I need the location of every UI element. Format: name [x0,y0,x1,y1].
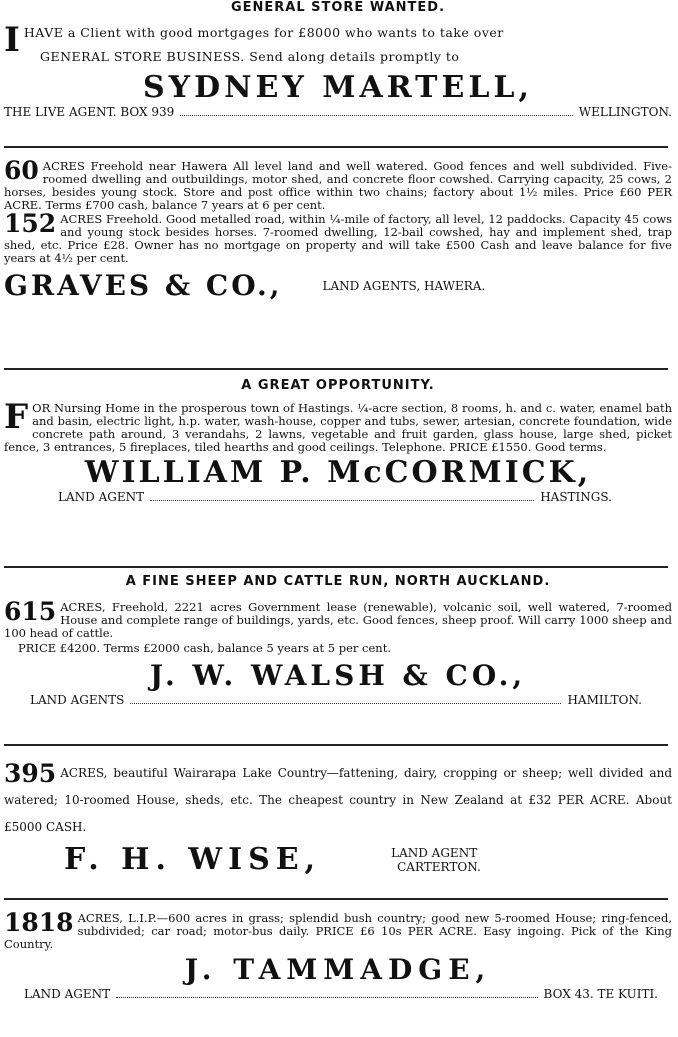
acreage-number: 60 [4,156,39,185]
ad-walsh [4,574,672,707]
ad-text: ACRES, L.I.P.—600 acres in grass; splendid bush country; good new 5-roomed House; ring-fenced, subdivided; car road; motor-bus daily. PRICE £6 10s PER ACRE. Easy ingoing. Pick of the King Country. [4,911,672,951]
divider-rule [4,566,668,568]
agent-name: SYDNEY MARTELL, [143,70,533,105]
agent-right: HASTINGS. [540,490,612,504]
ad-paragraph [4,908,672,951]
divider-rule [4,146,668,148]
ad-paragraph [4,760,672,841]
ad-heading: GENERAL STORE WANTED. [230,0,446,15]
agent-address-row [4,490,672,504]
ad-paragraph [4,156,672,212]
acreage-number: 615 [4,597,57,626]
ad-wise [4,760,672,877]
ad-line: GENERAL STORE BUSINESS. Send along details promptly to [40,49,460,64]
ad-text: ACRES Freehold near Hawera All level land and well watered. Good fences and well subdivided. Five-roomed dwelling and outbuildings, motor shed, and concrete floor cowshed. Carrying capacity, 25 cows, 2 horses, besides young stock. Store and post office within two chains; factory about 1½ miles. Price £60 PER ACRE. Terms £700 cash, balance 7 years at 6 per cent. [4,159,672,212]
ad-body [4,20,672,65]
acreage-number: 395 [4,759,57,788]
ad-tammadge [4,908,672,1001]
ad-line: HAVE a Client with good mortgages for £8000 who wants to take over [23,25,504,40]
agent-name: J. TAMMADGE, [184,953,492,986]
agent-left: LAND AGENT [58,490,145,504]
agent-address-row [4,987,672,1001]
ad-mccormick [4,378,672,504]
ad-paragraph [4,597,672,640]
ad-text: OR Nursing Home in the prosperous town of Hastings. ¼-acre section, 8 rooms, h. and c. water, enamel bath and basin, electric light, h.p. water, wash-house, copper and tubs, sewer, artesian, concrete foundation, wide concrete path around, 3 verandahs, 2 lawns, vegetable and fruit garden, glass house, large shed, picket fence, 3 entrances, 5 fireplaces, tiled hearths and good ceilings. Telephone. PRICE £1550. Good terms. [4,401,672,454]
agent-address [391,846,481,874]
agent-name: F. H. WISE, [64,842,322,877]
drop-cap: F [4,397,29,437]
ad-general-store [4,0,672,119]
dotted-leader [150,491,534,501]
divider-rule [4,898,668,900]
ad-heading: A FINE SHEEP AND CATTLE RUN, NORTH AUCKLAND. [125,574,551,589]
agent-address-row [4,105,672,119]
ad-text: ACRES, Freehold, 2221 acres Government lease (renewable), volcanic soil, well watered, 7-roomed House and complete range of buildings, yards, etc. Good fences, sheep proof. Will carry 1000 sheep and 100 head of cattle. [4,600,672,640]
agent-address-row [4,693,672,707]
dotted-leader [130,694,561,704]
agent-left: LAND AGENT [24,987,111,1001]
ad-text: ACRES Freehold. Good metalled road, within ¼-mile of factory, all level, 12 paddocks. Capacity 45 cows and young stock besides horses. 7-roomed dwelling, 12-bail cowshed, hay and implement shed, trap shed, etc. Price £28. Owner has no mortgage on property and will take £500 Cash and leave balance for five years at 4½ per cent. [4,212,672,265]
ad-paragraph [4,209,672,265]
agent-name: GRAVES & CO., [4,269,283,302]
acreage-number: 152 [4,209,57,238]
agent-right: WELLINGTON. [578,105,672,119]
ad-graves [4,156,672,303]
ad-paragraph [4,397,672,454]
agent-right: LAND AGENTS, HAWERA. [322,279,486,293]
ad-price: PRICE £4200. Terms £2000 cash, balance 5 years at 5 per cent. [18,641,391,655]
agent-left: THE LIVE AGENT. BOX 939 [4,105,175,119]
divider-rule [4,744,668,746]
agent-right: HAMILTON. [567,693,642,707]
agent-row [4,269,672,303]
dotted-leader [116,988,537,998]
agent-town: CARTERTON. [397,860,481,874]
ad-heading: A GREAT OPPORTUNITY. [241,378,435,393]
dotted-leader [180,106,572,116]
drop-cap: I [4,20,20,60]
divider-rule [4,368,668,370]
agent-row [4,843,672,877]
ad-text: ACRES, beautiful Wairarapa Lake Country—fattening, dairy, cropping or sheep; well divided and watered; 10-roomed House, sheds, etc. The cheapest country in New Zealand at £32 PER ACRE. About £5000 CASH. [4,766,672,834]
agent-name: WILLIAM P. McCORMICK, [84,455,592,490]
agent-left: LAND AGENTS [30,693,125,707]
agent-name: J. W. WALSH & CO., [149,659,527,692]
agent-title: LAND AGENT [391,846,478,860]
agent-right: BOX 43. TE KUITI. [543,987,658,1001]
acreage-number: 1818 [4,908,74,937]
